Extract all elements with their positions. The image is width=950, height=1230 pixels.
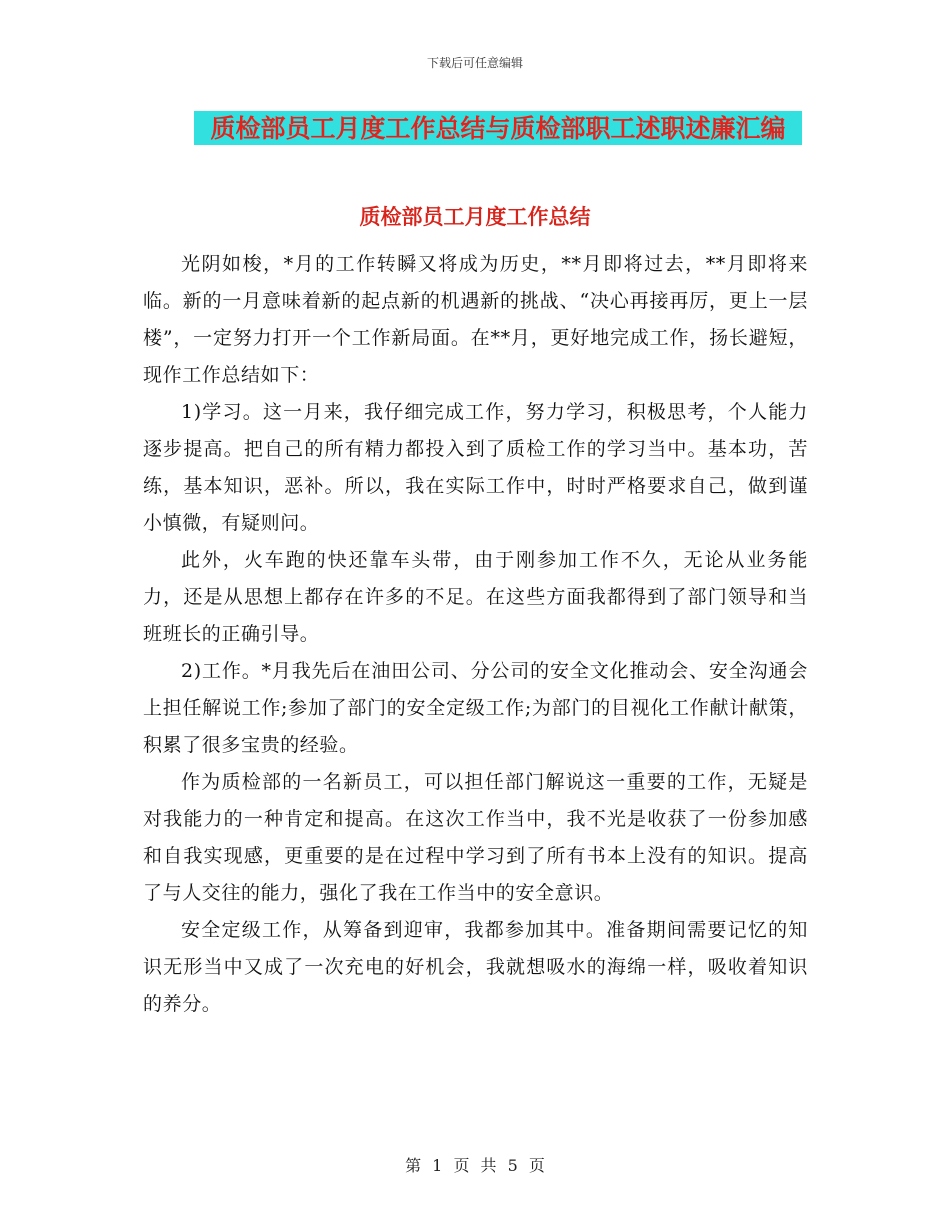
paragraph: 安全定级工作，从筹备到迎审，我都参加其中。准备期间需要记忆的知识无形当中又成了一次充电的好机会，我就想吸水的海绵一样，吸收着知识的养分。 (143, 919, 808, 1015)
paragraph: 此外，火车跑的快还靠车头带，由于刚参加工作不久，无论从业务能力，还是从思想上都存在许多的不足。在这些方面我都得到了部门领导和当班班长的正确引导。 (143, 549, 808, 645)
page-number-footer: 第 1 页 共 5 页 (405, 1156, 545, 1175)
paragraph: 光阴如梭，*月的工作转瞬又将成为历史，**月即将过去，**月即将来临。新的一月意味着新的起点新的机遇新的挑战、“决心再接再厉，更上一层楼”，一定努力打开一个工作新局面。在**月，更好地完成工作，扬长避短，现作工作总结如下： (143, 253, 808, 386)
section-title: 质检部员工月度工作总结 (359, 204, 591, 229)
paragraph: 2)工作。*月我先后在油田公司、分公司的安全文化推动会、安全沟通会上担任解说工作;参加了部门的安全定级工作;为部门的目视化工作献计献策，积累了很多宝贵的经验。 (143, 660, 808, 756)
document-title: 质检部员工月度工作总结与质检部职工述职述廉汇编 (210, 114, 786, 143)
header-note: 下载后可任意编辑 (426, 56, 523, 70)
document-body (143, 246, 808, 1023)
paragraph: 作为质检部的一名新员工，可以担任部门解说这一重要的工作，无疑是对我能力的一种肯定和提高。在这次工作当中，我不光是收获了一份参加感和自我实现感，更重要的是在过程中学习到了所有书本上没有的知识。提高了与人交往的能力，强化了我在工作当中的安全意识。 (143, 771, 808, 904)
paragraph: 1)学习。这一月来，我仔细完成工作，努力学习，积极思考，个人能力逐步提高。把自己的所有精力都投入到了质检工作的学习当中。基本功，苦练，基本知识，恶补。所以，我在实际工作中，时时严格要求自己，做到谨小慎微，有疑则问。 (143, 401, 808, 534)
